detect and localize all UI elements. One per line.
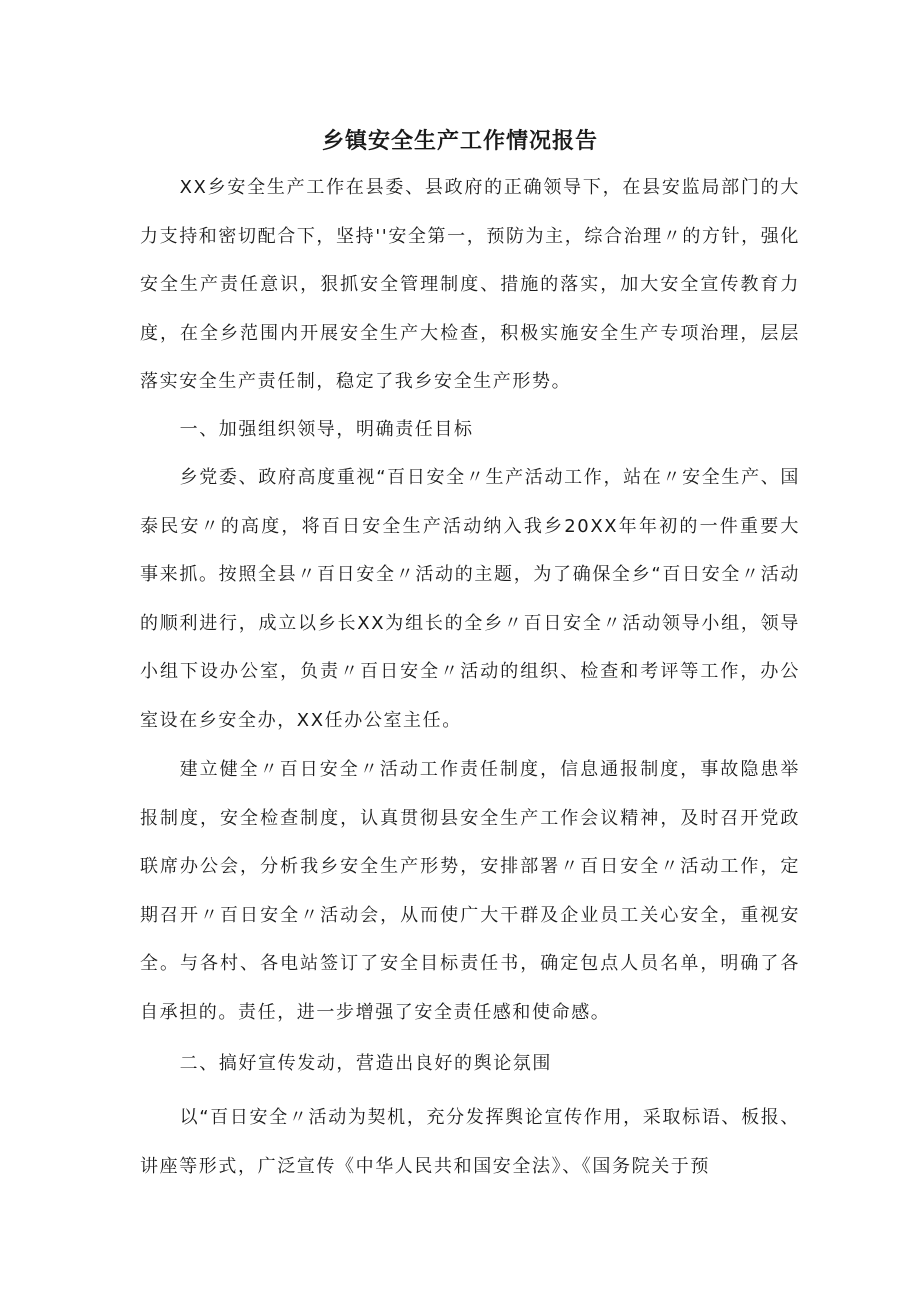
paragraph-responsibility-system: 建立健全〃百日安全〃活动工作责任制度，信息通报制度，事故隐患举报制度，安全检查制度，认真贯彻县安全生产工作会议精神，及时召开党政联席办公会，分析我乡安全生产形势，安排部署〃百日安全〃活动工作，定期召开〃百日安全〃活动会，从而使广大干群及企业员工关心安全，重视安全。与各村、各电站签订了安全目标责任书，确定包点人员名单，明确了各自承担的。责任，进一步增强了安全责任感和使命感。 <box>140 759 800 1023</box>
paragraph-publicity: 以“百日安全〃活动为契机，充分发挥舆论宣传作用，采取标语、板报、讲座等形式，广泛宣传《中华人民共和国安全法》、《国务院关于预 <box>140 1107 800 1177</box>
document-title: 乡镇安全生产工作情况报告 <box>321 129 598 154</box>
section-heading-2: 二、搞好宣传发动，营造出良好的舆论氛围 <box>179 1053 552 1074</box>
section-heading-1: 一、加强组织领导，明确责任目标 <box>179 419 474 440</box>
paragraph-intro: XX乡安全生产工作在县委、县政府的正确领导下，在县安监局部门的大力支持和密切配合下，坚持''安全第一，预防为主，综合治理〃的方针，强化安全生产责任意识，狠抓安全管理制度、措施的落实，加大安全宣传教育力度，在全乡范围内开展安全生产大检查，积极实施安全生产专项治理，层层落实安全生产责任制，稳定了我乡安全生产形势。 <box>140 177 800 392</box>
paragraph-leadership: 乡党委、政府高度重视“百日安全〃生产活动工作，站在〃安全生产、国泰民安〃的高度，将百日安全生产活动纳入我乡20XX年年初的一件重要大事来抓。按照全县〃百日安全〃活动的主题，为了确保全乡“百日安全〃活动的顺利进行，成立以乡长XX为组长的全乡〃百日安全〃活动领导小组，领导小组下设办公室，负责〃百日安全〃活动的组织、检查和考评等工作，办公室设在乡安全办，XX任办公室主任。 <box>140 467 800 731</box>
